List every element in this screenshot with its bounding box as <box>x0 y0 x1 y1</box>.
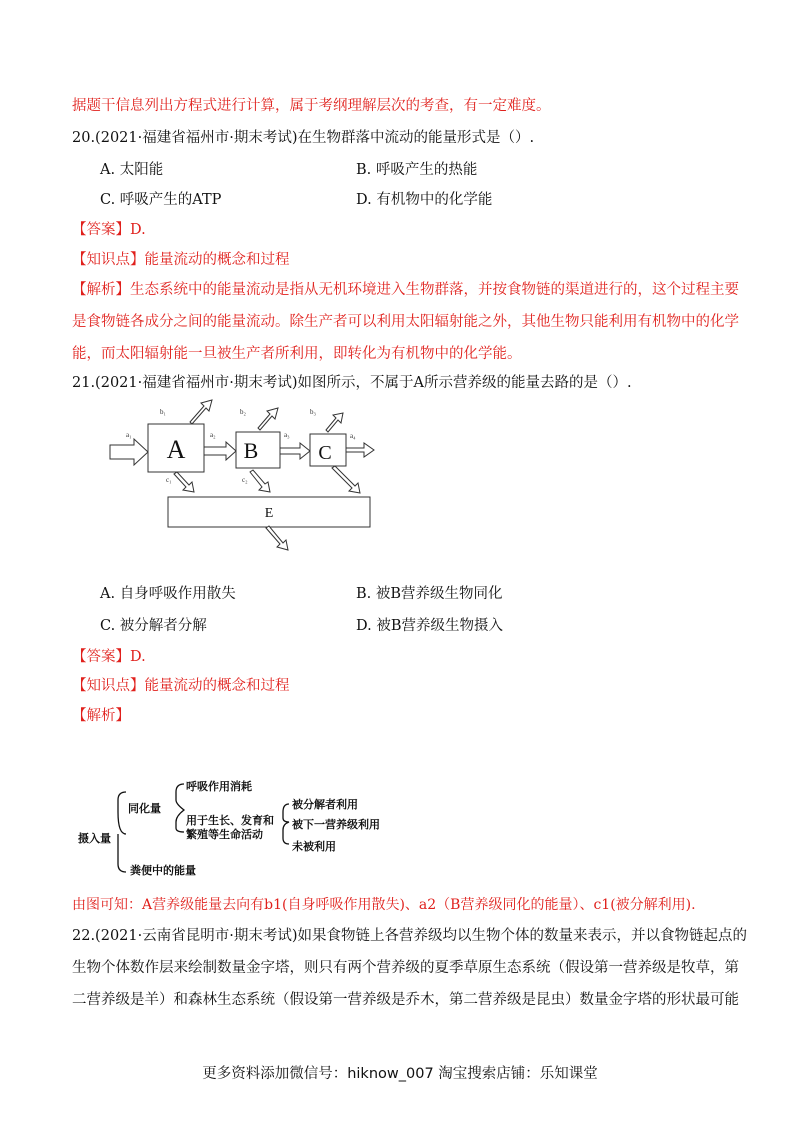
q21-option-d: D. 被B营养级生物摄入 <box>356 618 503 634</box>
q20-analysis-line-3: 能，而太阳辐射能一旦被生产者所利用，即转化为有机物中的化学能。 <box>72 346 522 362</box>
arrow-a3 <box>280 443 310 459</box>
arrow-e-out <box>266 526 288 550</box>
tree-feces: 粪便中的能量 <box>130 864 196 877</box>
knowledge-value: 能量流动的概念和过程 <box>144 252 290 268</box>
previous-analysis-tail: 据题干信息列出方程式进行计算，属于考纲理解层次的考查，有一定难度。 <box>72 98 551 114</box>
answer-tag: 【答案】 <box>72 649 130 665</box>
q21-answer <box>72 647 146 667</box>
question-20-stem: 20.(2021·福建省福州市·期末考试)在生物群落中流动的能量形式是（）. <box>72 130 535 146</box>
tree-unused: 未被利用 <box>292 840 336 853</box>
question-21-stem: 21.(2021·福建省福州市·期末考试)如图所示，不属于A所示营养级的能量去路的是（）. <box>72 375 632 391</box>
q20-analysis-line-2: 是食物链各成分之间的能量流动。除生产者可以利用太阳辐射能之外，其他生物只能利用有机物中的化学 <box>72 314 739 330</box>
energy-flow-diagram <box>100 392 400 562</box>
label-a1: a₁ <box>126 431 132 439</box>
label-b2: b₂ <box>240 408 246 416</box>
tree-assimilated: 同化量 <box>128 802 161 815</box>
q22-line-1: 22.(2021·云南省昆明市·期末考试)如果食物链上各营养级均以生物个体的数量来表示，并以食物链起点的 <box>72 928 747 944</box>
label-b1: b₁ <box>160 408 166 416</box>
q20-option-d: D. 有机物中的化学能 <box>356 192 493 208</box>
page-footer: 更多资料添加微信号：hiknow_007 淘宝搜索店铺：乐知课堂 <box>202 1066 598 1082</box>
label-c1: c₁ <box>166 476 172 484</box>
arrow-c3 <box>332 466 360 493</box>
tree-growth-1: 用于生长、发育和 <box>186 814 274 827</box>
q20-answer <box>72 220 146 240</box>
q21-option-b: B. 被B营养级生物同化 <box>356 586 503 602</box>
arrow-a2 <box>204 442 236 460</box>
q21-conclusion: 由图可知：A营养级能量去向有b1(自身呼吸作用散失)、a2（B营养级同化的能量）、c1(被分解利用). <box>72 897 696 913</box>
energy-destination-tree <box>74 772 404 882</box>
answer-tag: 【答案】 <box>72 222 130 238</box>
arrow-c1 <box>174 472 194 492</box>
analysis-text: 生态系统中的能量流动是指从无机环境进入生物群落，并按食物链的渠道进行的，这个过程主要 <box>130 282 739 298</box>
label-e: E <box>264 506 274 521</box>
knowledge-tag: 【知识点】 <box>72 252 145 268</box>
label-c: C <box>318 442 332 464</box>
q20-option-a: A. 太阳能 <box>100 162 164 178</box>
label-b3: b₃ <box>310 408 316 416</box>
tree-growth-2: 繁殖等生命活动 <box>186 828 263 841</box>
label-a4: a₄ <box>350 432 356 440</box>
q21-option-a: A. 自身呼吸作用散失 <box>100 586 236 602</box>
analysis-tag: 【解析】 <box>72 282 130 298</box>
arrow-c2 <box>250 470 270 492</box>
label-b: B <box>243 438 259 463</box>
tree-respiration: 呼吸作用消耗 <box>186 780 252 793</box>
label-c2: c₂ <box>242 476 248 484</box>
tree-root: 摄入量 <box>78 832 111 845</box>
arrow-a4 <box>346 443 374 457</box>
arrow-a1 <box>110 439 148 465</box>
arrow-b1 <box>190 400 212 424</box>
label-a3: a₃ <box>284 431 290 439</box>
label-a: A <box>166 435 186 464</box>
answer-value: D. <box>130 222 146 238</box>
q20-option-b: B. 呼吸产生的热能 <box>356 162 478 178</box>
q22-line-2: 生物个体数作层来绘制数量金字塔，则只有两个营养级的夏季草原生态系统（假设第一营养级是牧草，第 <box>72 960 739 976</box>
answer-value: D. <box>130 649 146 665</box>
q20-analysis-line-1 <box>72 280 739 300</box>
tree-next-level: 被下一营养级利用 <box>292 818 380 831</box>
q21-knowledge <box>72 676 290 696</box>
label-a2: a₂ <box>210 431 216 439</box>
knowledge-tag: 【知识点】 <box>72 678 145 694</box>
q20-option-c: C. 呼吸产生的ATP <box>100 192 222 208</box>
q21-analysis-tag: 【解析】 <box>72 708 130 724</box>
q22-line-3: 二营养级是羊）和森林生态系统（假设第一营养级是乔木，第二营养级是昆虫）数量金字塔的形状最可能 <box>72 992 739 1008</box>
q20-knowledge <box>72 250 290 270</box>
arrow-b2 <box>258 408 278 430</box>
tree-decomposer: 被分解者利用 <box>292 798 358 811</box>
knowledge-value: 能量流动的概念和过程 <box>144 678 290 694</box>
arrow-b3 <box>326 413 343 432</box>
q21-option-c: C. 被分解者分解 <box>100 618 207 634</box>
